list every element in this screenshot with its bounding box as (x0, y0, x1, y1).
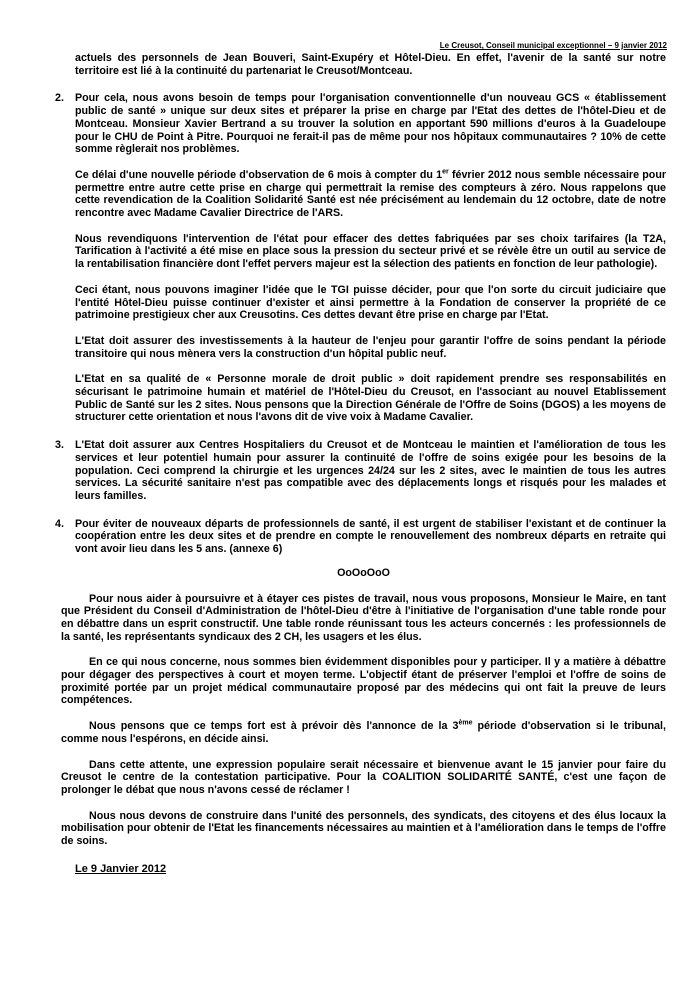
list-number-4: 4. (55, 517, 64, 530)
item2-paragraph-2-start: Ce délai d'une nouvelle période d'observation de 6 mois à compter du 1 (75, 168, 443, 181)
item2-paragraph-5: L'Etat doit assurer des investissements à la hauteur de l'enjeu pour garantir l'offre de soins pendant la période transitoire qui nous mènera vers la construction d'un hôpital public neuf. (75, 334, 666, 360)
closing-paragraph-3-end: période d'observation si le tribunal, comme nous l'espérons, en décide ainsi. (61, 720, 667, 745)
closing-paragraph-1: Pour nous aider à poursuivre et à étayer ces pistes de travail, nous vous proposons, Monsieur le Maire, en tant que Président du Conseil d'Administration de l'hôtel-Dieu d'être à l'initiative de l'organisation d'une table ronde pour en débattre dans un esprit constructif. Une table ronde réunissant tous les acteurs concernés : les professionnels de la santé, les représentants syndicaux des 2 CH, les usagers et les élus. (61, 592, 666, 643)
document-date: Le 9 Janvier 2012 (75, 862, 167, 875)
closing-paragraph-3 (61, 720, 666, 745)
section-separator: OoOoOoO (337, 566, 390, 579)
item2-paragraph-4: Ceci étant, nous pouvons imaginer l'idée que le TGI puisse décider, pour que l'on sorte du circuit judiciaire que l'entité Hôtel-Dieu puisse continuer d'exister et ainsi permettre à la Fondation de conserver la propriété de ce patrimoine prestigieux cher aux Creusotins. Ces dettes devant être prise en charge par l'Etat. (75, 283, 666, 322)
page-header: Le Creusot, Conseil municipal exceptionnel – 9 janvier 2012 (439, 41, 667, 50)
list-item-2 (55, 92, 667, 424)
intro-paragraph-tail: actuels des personnels de Jean Bouveri, Saint-Exupéry et Hôtel-Dieu. En effet, l'avenir de la santé sur notre territoire est lié à la continuité du partenariat le Creusot/Montceau. (75, 52, 666, 77)
superscript-er: er (442, 168, 449, 176)
item2-paragraph-2-end: février 2012 nous semble nécessaire pour permettre entre autre cette prise en charge qui permettrait la remise des compteurs à zéro. Nous rappelons que cette revendication de la Coalition Solidarité Santé est née précisément au lendemain du 12 octobre, date de notre rencontre avec Madame Cavalier Directrice de l'ARS. (75, 168, 667, 220)
closing-paragraph-5: Nous nous devons de construire dans l'unité des personnels, des syndicats, des citoyens et des élus locaux la mobilisation pour obtenir de l'Etat les financements nécessaires au maintien et à l'amélioration dans le temps de l'offre de soins. (61, 809, 666, 848)
item2-paragraph-1: Pour cela, nous avons besoin de temps pour l'organisation conventionnelle d'un nouveau GCS « établissement public de santé » unique sur deux sites et préparer la prise en charge par l'Etat des dettes de l'hôtel-Dieu et de Montceau. Monsieur Xavier Bertrand a su trouver la solution en apportant 590 millions d'euros à la Guadeloupe pour le CHU de Point à Pitre. Pourquoi ne ferait-il pas de même pour nos hôpitaux communautaires ? 10% de cette somme règlerait nos problèmes. (75, 92, 666, 156)
closing-paragraph-2: En ce qui nous concerne, nous sommes bien évidemment disponibles pour y participer. Il y a matière à débattre pour dégager des perspectives à court et moyen terme. L'objectif étant de préserver l'emploi et l'offre de soins de proximité portée par un projet médical communautaire proposé par des médecins qui ont fait la preuve de leurs compétences. (61, 656, 666, 707)
item4-paragraph: Pour éviter de nouveaux départs de professionnels de santé, il est urgent de stabiliser l'existant et de continuer la coopération entre les deux sites et de prendre en compte le renouvellement des nombreux départs en retraite qui vont avoir lieu dans les 5 ans. (annexe 6) (75, 517, 666, 556)
closing-paragraph-4: Dans cette attente, une expression populaire serait nécessaire et bienvenue avant le 15 janvier pour faire du Creusot le centre de la contestation participative. Pour la COALITION SOLIDARITÉ SANTÉ, c'est une façon de prolonger le débat que nous n'avons cessé de réclamer ! (61, 758, 666, 796)
superscript-eme: ème (458, 719, 473, 727)
list-item-3 (55, 439, 666, 503)
list-item-4 (55, 517, 666, 556)
item2-paragraph-2 (75, 169, 666, 220)
list-number-3: 3. (55, 439, 64, 452)
document-body (55, 52, 667, 875)
item2-paragraph-6: L'Etat en sa qualité de « Personne morale de droit public » doit rapidement prendre ses responsabilités en sécurisant le patrimoine humain et matériel de l'Hôtel-Dieu du Creusot, en l'associant au nouvel Etablissement Public de Santé sur les 2 sites. Nous pensons que la Direction Générale de l'Offre de Soins (DGOS) a les moyens de structurer cette orientation et nous l'avons dit de vive voix à Madame Cavalier. (75, 373, 666, 424)
closing-paragraph-3-start: Nous pensons que ce temps fort est à prévoir dès l'annonce de la 3 (89, 720, 459, 733)
item2-paragraph-3: Nous revendiquons l'intervention de l'état pour effacer des dettes fabriquées par ses choix tarifaires (la T2A, Tarification à l'activité a été mise en place sous la pression du secteur privé et se révèle être un outil au service de la rentabilisation financière dont l'effet pervers majeur est la sélection des patients en fonction de leur pathologie). (75, 232, 666, 271)
list-number-2: 2. (55, 92, 64, 105)
item3-paragraph: L'Etat doit assurer aux Centres Hospitaliers du Creusot et de Montceau le maintien et l'amélioration de tous les services et leur potentiel humain pour assurer la continuité de l'offre de soins exigée pour les besoins de la population. Ceci comprend la chirurgie et les urgences 24/24 sur les 2 sites, avec le maintien de tous les autres services. La sécurité sanitaire n'est pas compatible avec des déplacements longs et risqués pour les malades et leurs familles. (75, 439, 666, 502)
